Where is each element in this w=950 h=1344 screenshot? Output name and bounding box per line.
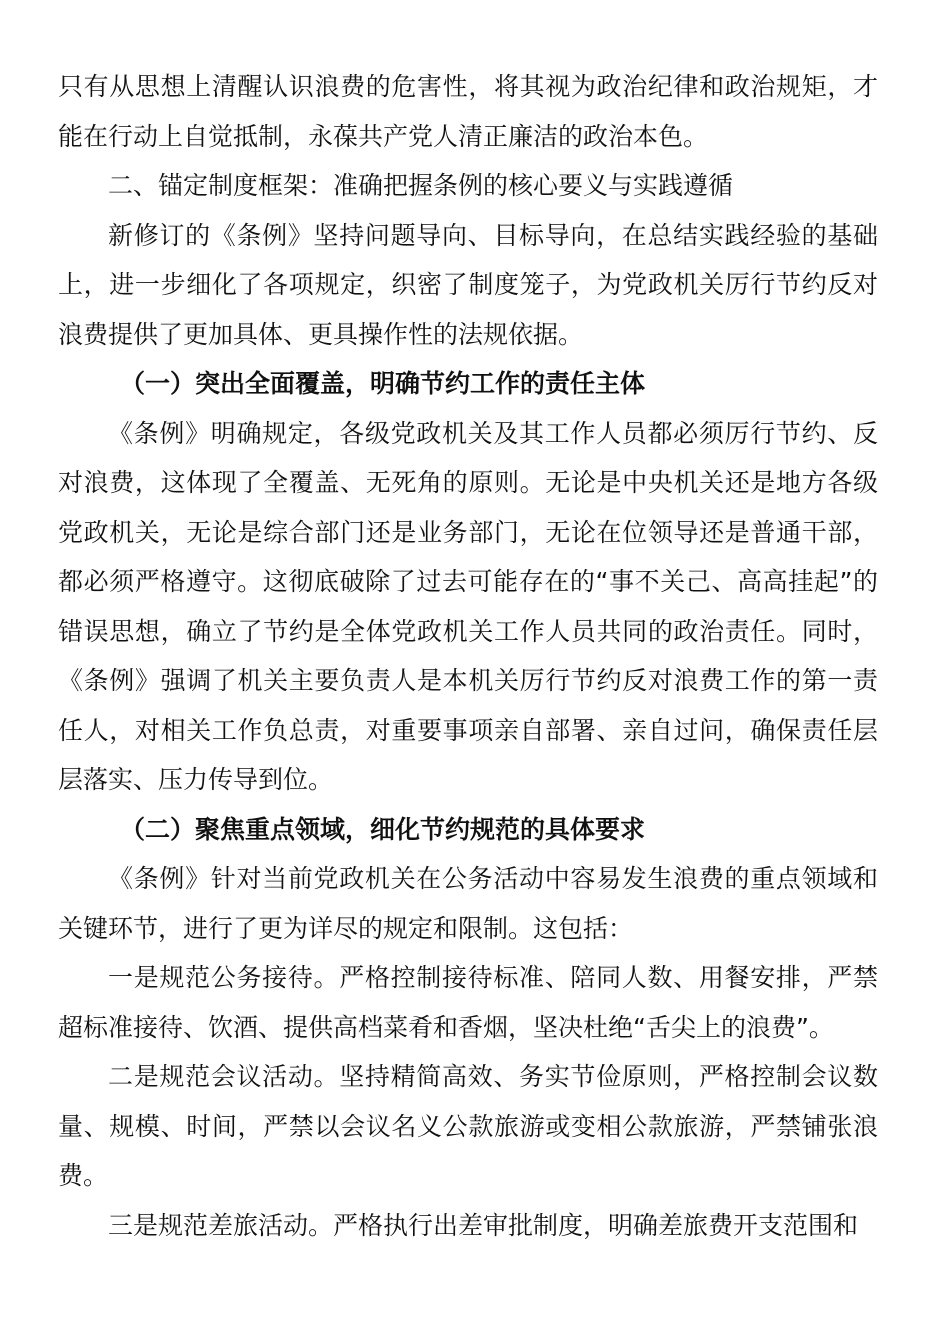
paragraph-full-coverage: 《条例》明确规定，各级党政机关及其工作人员都必须厉行节约、反对浪费，这体现了全覆盖、无死角的原则。无论是中央机关还是地方各级党政机关，无论是综合部门还是业务部门，无论在位领导还是普通干部，都必须严格遵守。这彻底破除了过去可能存在的“事不关己、高高挂起”的错误思想，确立了节约是全体党政机关工作人员共同的政治责任。同时，《条例》强调了机关主要负责人是本机关厉行节约反对浪费工作的第一责任人，对相关工作负总责，对重要事项亲自部署、亲自过问，确保责任层层落实、压力传导到位。 [58,418,878,794]
paragraph-official-reception: 一是规范公务接待。严格控制接待标准、陪同人数、用餐安排，严禁超标准接待、饮酒、提供高档菜肴和香烟，坚决杜绝“舌尖上的浪费”。 [58,963,878,1042]
paragraph-meeting-activities: 二是规范会议活动。坚持精简高效、务实节俭原则，严格控制会议数量、规模、时间，严禁以会议名义公款旅游或变相公款旅游，严禁铺张浪费。 [58,1062,878,1190]
paragraph-travel-activities: 三是规范差旅活动。严格执行出差审批制度，明确差旅费开支范围和 [108,1210,859,1240]
paragraph-key-areas: 《条例》针对当前党政机关在公务活动中容易发生浪费的重点领域和关键环节，进行了更为详尽的规定和限制。这包括： [58,864,878,943]
paragraph-intro-continuation: 只有从思想上清醒认识浪费的危害性，将其视为政治纪律和政治规矩，才能在行动上自觉抵制，永葆共产党人清正廉洁的政治本色。 [58,72,878,151]
paragraph-regulation-overview: 新修订的《条例》坚持问题导向、目标导向，在总结实践经验的基础上，进一步细化了各项规定，织密了制度笼子，为党政机关厉行节约反对浪费提供了更加具体、更具操作性的法规依据。 [58,220,878,349]
section-heading-two: 二、锚定制度框架：准确把握条例的核心要义与实践遵循 [108,171,734,200]
subheading-one: （一）突出全面覆盖，明确节约工作的责任主体 [120,369,646,398]
subheading-two: （二）聚焦重点领域，细化节约规范的具体要求 [120,814,646,844]
document-page [58,62,878,1250]
